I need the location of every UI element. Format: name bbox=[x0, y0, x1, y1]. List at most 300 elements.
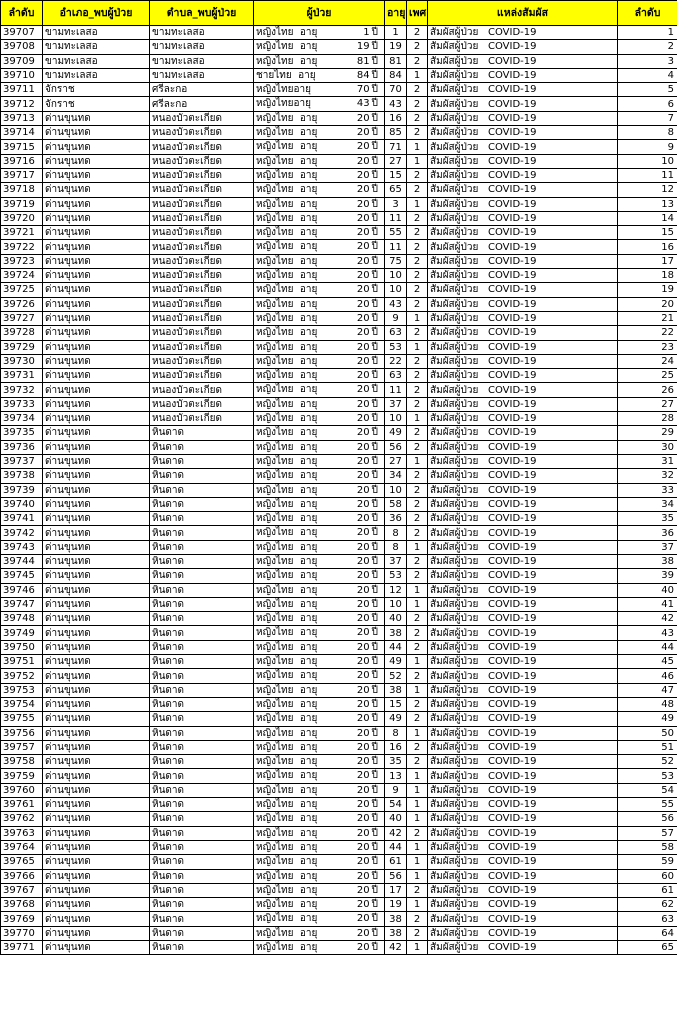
age-word: อายุ bbox=[299, 312, 318, 324]
cell-age: 9 bbox=[385, 311, 407, 325]
patient-age bbox=[356, 441, 378, 454]
cell-age: 19 bbox=[385, 40, 407, 54]
source-name: COVID-19 bbox=[488, 942, 537, 954]
age-number: 20 bbox=[356, 584, 370, 596]
table-row bbox=[1, 783, 677, 797]
patient-age bbox=[356, 355, 378, 368]
cell-source bbox=[428, 740, 618, 754]
age-number: 20 bbox=[356, 441, 370, 453]
cell-id: 39742 bbox=[1, 526, 43, 540]
year-word: ปี bbox=[371, 784, 378, 796]
source-name: COVID-19 bbox=[488, 98, 537, 110]
cell-patient bbox=[254, 226, 385, 240]
cell-id: 39731 bbox=[1, 369, 43, 383]
source-prefix: สัมผัสผู้ป่วย bbox=[430, 684, 479, 696]
cell-district: ด่านขุนทด bbox=[43, 454, 150, 468]
cell-order: 32 bbox=[618, 469, 677, 483]
cell-order: 37 bbox=[618, 540, 677, 554]
patient-desc bbox=[256, 383, 317, 396]
table-row bbox=[1, 855, 677, 869]
cell-source bbox=[428, 26, 618, 40]
patient-age bbox=[356, 584, 378, 597]
table-row bbox=[1, 326, 677, 340]
cell-sex: 2 bbox=[407, 626, 428, 640]
patient-age bbox=[356, 812, 378, 825]
cell-id: 39768 bbox=[1, 898, 43, 912]
year-word: ปี bbox=[371, 398, 378, 410]
gender-nationality: หญิงไทย bbox=[256, 684, 294, 696]
cell-source bbox=[428, 826, 618, 840]
cell-sex: 2 bbox=[407, 168, 428, 182]
cell-age: 10 bbox=[385, 483, 407, 497]
source-prefix: สัมผัสผู้ป่วย bbox=[430, 627, 479, 639]
cell-order: 36 bbox=[618, 526, 677, 540]
patient-age bbox=[356, 298, 378, 311]
cell-source bbox=[428, 497, 618, 511]
cell-source bbox=[428, 855, 618, 869]
cell-district: ด่านขุนทด bbox=[43, 697, 150, 711]
cell-age: 9 bbox=[385, 783, 407, 797]
cell-source bbox=[428, 369, 618, 383]
age-number: 81 bbox=[356, 55, 370, 67]
cell-subdistrict: หินดาด bbox=[150, 640, 254, 654]
cell-id: 39711 bbox=[1, 83, 43, 97]
cell-age: 10 bbox=[385, 597, 407, 611]
patient-desc bbox=[256, 741, 317, 754]
age-number: 20 bbox=[356, 541, 370, 553]
cell-district: ด่านขุนทด bbox=[43, 412, 150, 426]
source-name: COVID-19 bbox=[488, 870, 537, 882]
header-age: อายุ bbox=[385, 1, 407, 26]
cell-patient bbox=[254, 26, 385, 40]
table-row bbox=[1, 226, 677, 240]
age-word: อายุ bbox=[299, 470, 318, 482]
cell-id: 39748 bbox=[1, 612, 43, 626]
cell-district: ด่านขุนทด bbox=[43, 197, 150, 211]
cell-sex: 2 bbox=[407, 326, 428, 340]
cell-order: 7 bbox=[618, 111, 677, 125]
cell-patient bbox=[254, 83, 385, 97]
table-row bbox=[1, 240, 677, 254]
cell-subdistrict: หนองบัวตะเกียด bbox=[150, 183, 254, 197]
cell-order: 54 bbox=[618, 783, 677, 797]
table-row bbox=[1, 211, 677, 225]
table-row bbox=[1, 726, 677, 740]
cell-id: 39751 bbox=[1, 655, 43, 669]
age-number: 20 bbox=[356, 856, 370, 868]
patient-desc bbox=[256, 698, 317, 711]
patient-age bbox=[356, 369, 378, 382]
cell-source bbox=[428, 426, 618, 440]
gender-nationality: หญิงไทย bbox=[256, 241, 294, 253]
age-number: 20 bbox=[356, 370, 370, 382]
cell-patient bbox=[254, 526, 385, 540]
source-prefix: สัมผัสผู้ป่วย bbox=[430, 198, 479, 210]
header-id: ลำดับ bbox=[1, 1, 43, 26]
cell-source bbox=[428, 240, 618, 254]
age-word: อายุ bbox=[299, 498, 318, 510]
patient-desc bbox=[256, 55, 317, 68]
patient-desc bbox=[256, 827, 317, 840]
cell-sex: 2 bbox=[407, 397, 428, 411]
age-word: อายุ bbox=[299, 284, 318, 296]
source-name: COVID-19 bbox=[488, 170, 537, 182]
table-row bbox=[1, 54, 677, 68]
cell-source bbox=[428, 669, 618, 683]
gender-nationality: หญิงไทย bbox=[256, 398, 294, 410]
patient-desc bbox=[256, 369, 317, 382]
year-word: ปี bbox=[371, 241, 378, 253]
patient-age bbox=[356, 612, 378, 625]
cell-subdistrict: หนองบัวตะเกียด bbox=[150, 326, 254, 340]
cell-age: 53 bbox=[385, 569, 407, 583]
patient-desc bbox=[256, 283, 317, 296]
table-row bbox=[1, 197, 677, 211]
cell-district: ด่านขุนทด bbox=[43, 297, 150, 311]
cell-source bbox=[428, 612, 618, 626]
cell-order: 1 bbox=[618, 26, 677, 40]
gender-nationality: หญิงไทย bbox=[256, 413, 294, 425]
cell-patient bbox=[254, 683, 385, 697]
age-word: อายุ bbox=[299, 756, 318, 768]
cell-id: 39735 bbox=[1, 426, 43, 440]
year-word: ปี bbox=[371, 841, 378, 853]
cell-age: 10 bbox=[385, 412, 407, 426]
table-row bbox=[1, 154, 677, 168]
table-row bbox=[1, 683, 677, 697]
cell-patient bbox=[254, 369, 385, 383]
age-word: อายุ bbox=[299, 455, 318, 467]
cell-sex: 2 bbox=[407, 826, 428, 840]
cell-district: ด่านขุนทด bbox=[43, 783, 150, 797]
gender-nationality: หญิงไทย bbox=[256, 284, 294, 296]
cell-sex: 1 bbox=[407, 454, 428, 468]
cell-order: 20 bbox=[618, 297, 677, 311]
cell-district: ด่านขุนทด bbox=[43, 168, 150, 182]
cell-patient bbox=[254, 426, 385, 440]
year-word: ปี bbox=[371, 227, 378, 239]
cell-source bbox=[428, 326, 618, 340]
gender-nationality: หญิงไทย bbox=[256, 841, 294, 853]
cell-id: 39757 bbox=[1, 740, 43, 754]
patient-desc bbox=[256, 798, 317, 811]
cell-sex: 1 bbox=[407, 783, 428, 797]
cell-subdistrict: หนองบัวตะเกียด bbox=[150, 226, 254, 240]
cell-order: 40 bbox=[618, 583, 677, 597]
cell-id: 39761 bbox=[1, 798, 43, 812]
year-word: ปี bbox=[371, 756, 378, 768]
cell-age: 11 bbox=[385, 211, 407, 225]
age-word: อายุ bbox=[299, 627, 318, 639]
cell-age: 49 bbox=[385, 426, 407, 440]
cell-subdistrict: หินดาด bbox=[150, 798, 254, 812]
table-row bbox=[1, 68, 677, 82]
cell-source bbox=[428, 512, 618, 526]
cell-id: 39766 bbox=[1, 869, 43, 883]
cell-district: ด่านขุนทด bbox=[43, 898, 150, 912]
cell-sex: 1 bbox=[407, 311, 428, 325]
age-number: 20 bbox=[356, 670, 370, 682]
gender-nationality: หญิงไทย bbox=[256, 627, 294, 639]
cell-sex: 2 bbox=[407, 883, 428, 897]
cell-order: 50 bbox=[618, 726, 677, 740]
cell-subdistrict: หินดาด bbox=[150, 783, 254, 797]
cell-source bbox=[428, 912, 618, 926]
cell-age: 15 bbox=[385, 697, 407, 711]
cell-sex: 1 bbox=[407, 140, 428, 154]
age-number: 20 bbox=[356, 127, 370, 139]
source-prefix: สัมผัสผู้ป่วย bbox=[430, 856, 479, 868]
gender-nationality: หญิงไทย bbox=[256, 541, 294, 553]
patient-age bbox=[356, 741, 378, 754]
cell-order: 10 bbox=[618, 154, 677, 168]
gender-nationality: หญิงไทย bbox=[256, 312, 294, 324]
patient-desc bbox=[256, 584, 317, 597]
cell-district: ด่านขุนทด bbox=[43, 240, 150, 254]
source-name: COVID-19 bbox=[488, 827, 537, 839]
cell-source bbox=[428, 583, 618, 597]
source-name: COVID-19 bbox=[488, 770, 537, 782]
cell-patient bbox=[254, 354, 385, 368]
age-word: อายุ bbox=[299, 870, 318, 882]
cell-district: ด่านขุนทด bbox=[43, 140, 150, 154]
year-word: ปี bbox=[371, 498, 378, 510]
cell-district: ด่านขุนทด bbox=[43, 369, 150, 383]
cell-order: 18 bbox=[618, 269, 677, 283]
cell-source bbox=[428, 726, 618, 740]
age-word: อายุ bbox=[299, 384, 318, 396]
year-word: ปี bbox=[371, 913, 378, 925]
cell-age: 71 bbox=[385, 140, 407, 154]
cell-source bbox=[428, 354, 618, 368]
age-number: 20 bbox=[356, 198, 370, 210]
patient-desc bbox=[256, 755, 317, 768]
cell-subdistrict: หินดาด bbox=[150, 812, 254, 826]
source-prefix: สัมผัสผู้ป่วย bbox=[430, 556, 479, 568]
age-word: อายุ bbox=[299, 270, 318, 282]
cell-id: 39725 bbox=[1, 283, 43, 297]
cell-id: 39718 bbox=[1, 183, 43, 197]
year-word: ปี bbox=[371, 684, 378, 696]
age-word: อายุ bbox=[299, 127, 318, 139]
source-name: COVID-19 bbox=[488, 713, 537, 725]
cell-order: 35 bbox=[618, 512, 677, 526]
table-row bbox=[1, 612, 677, 626]
source-prefix: สัมผัสผู้ป่วย bbox=[430, 255, 479, 267]
cell-sex: 2 bbox=[407, 383, 428, 397]
cell-district: ด่านขุนทด bbox=[43, 554, 150, 568]
source-prefix: สัมผัสผู้ป่วย bbox=[430, 384, 479, 396]
age-number: 20 bbox=[356, 827, 370, 839]
cell-patient bbox=[254, 254, 385, 268]
gender-nationality: หญิงไทย bbox=[256, 727, 294, 739]
patient-desc bbox=[256, 83, 311, 96]
cell-source bbox=[428, 226, 618, 240]
cell-age: 13 bbox=[385, 769, 407, 783]
age-word: อายุ bbox=[299, 298, 318, 310]
source-prefix: สัมผัสผู้ป่วย bbox=[430, 84, 479, 96]
patient-desc bbox=[256, 198, 317, 211]
cell-patient bbox=[254, 168, 385, 182]
patient-desc bbox=[256, 426, 317, 439]
patient-age bbox=[356, 240, 378, 253]
cell-age: 40 bbox=[385, 612, 407, 626]
cell-sex: 2 bbox=[407, 512, 428, 526]
cell-age: 63 bbox=[385, 326, 407, 340]
cell-source bbox=[428, 311, 618, 325]
source-prefix: สัมผัสผู้ป่วย bbox=[430, 270, 479, 282]
age-word: อายุ bbox=[299, 899, 318, 911]
age-number: 20 bbox=[356, 570, 370, 582]
age-number: 20 bbox=[356, 813, 370, 825]
cell-subdistrict: หินดาด bbox=[150, 626, 254, 640]
patient-age bbox=[356, 169, 378, 182]
cell-district: ด่านขุนทด bbox=[43, 183, 150, 197]
cell-order: 27 bbox=[618, 397, 677, 411]
year-word: ปี bbox=[371, 856, 378, 868]
source-name: COVID-19 bbox=[488, 441, 537, 453]
patient-age bbox=[356, 55, 378, 68]
cell-patient bbox=[254, 497, 385, 511]
cell-patient bbox=[254, 512, 385, 526]
cell-source bbox=[428, 54, 618, 68]
patient-desc bbox=[256, 484, 317, 497]
cell-order: 11 bbox=[618, 168, 677, 182]
source-name: COVID-19 bbox=[488, 298, 537, 310]
table-row bbox=[1, 412, 677, 426]
patient-desc bbox=[256, 784, 317, 797]
age-word: อายุ bbox=[299, 641, 318, 653]
source-prefix: สัมผัสผู้ป่วย bbox=[430, 427, 479, 439]
cell-source bbox=[428, 397, 618, 411]
cell-district: ด่านขุนทด bbox=[43, 840, 150, 854]
age-word: อายุ bbox=[299, 613, 318, 625]
source-prefix: สัมผัสผู้ป่วย bbox=[430, 370, 479, 382]
cell-patient bbox=[254, 912, 385, 926]
cell-patient bbox=[254, 283, 385, 297]
age-number: 20 bbox=[356, 141, 370, 153]
cell-patient bbox=[254, 640, 385, 654]
cell-subdistrict: หินดาด bbox=[150, 655, 254, 669]
cell-age: 38 bbox=[385, 683, 407, 697]
cell-age: 40 bbox=[385, 812, 407, 826]
cell-order: 2 bbox=[618, 40, 677, 54]
source-name: COVID-19 bbox=[488, 255, 537, 267]
table-row bbox=[1, 898, 677, 912]
age-word: อายุ bbox=[299, 713, 318, 725]
cell-id: 39743 bbox=[1, 540, 43, 554]
cell-id: 39739 bbox=[1, 483, 43, 497]
header-source: แหล่งสัมผัส bbox=[428, 1, 618, 26]
cell-order: 6 bbox=[618, 97, 677, 111]
cell-age: 36 bbox=[385, 512, 407, 526]
source-prefix: สัมผัสผู้ป่วย bbox=[430, 413, 479, 425]
table-row bbox=[1, 469, 677, 483]
cell-subdistrict: หนองบัวตะเกียด bbox=[150, 168, 254, 182]
cell-age: 10 bbox=[385, 283, 407, 297]
age-word: อายุ bbox=[299, 370, 318, 382]
cell-source bbox=[428, 168, 618, 182]
source-prefix: สัมผัสผู้ป่วย bbox=[430, 127, 479, 139]
cell-order: 28 bbox=[618, 412, 677, 426]
cell-id: 39730 bbox=[1, 354, 43, 368]
patient-desc bbox=[256, 398, 317, 411]
age-number: 20 bbox=[356, 384, 370, 396]
cell-sex: 2 bbox=[407, 483, 428, 497]
header-order: ลำดับ bbox=[618, 1, 677, 26]
cell-source bbox=[428, 755, 618, 769]
cell-district: ด่านขุนทด bbox=[43, 640, 150, 654]
cell-patient bbox=[254, 554, 385, 568]
age-number: 20 bbox=[356, 899, 370, 911]
cell-subdistrict: หินดาด bbox=[150, 469, 254, 483]
cell-id: 39722 bbox=[1, 240, 43, 254]
patient-age bbox=[356, 555, 378, 568]
cell-age: 1 bbox=[385, 26, 407, 40]
gender-nationality: หญิงไทย bbox=[256, 641, 294, 653]
cell-patient bbox=[254, 269, 385, 283]
cell-patient bbox=[254, 540, 385, 554]
source-name: COVID-19 bbox=[488, 355, 537, 367]
patient-desc bbox=[256, 655, 317, 668]
cell-district: ด่านขุนทด bbox=[43, 583, 150, 597]
year-word: ปี bbox=[371, 741, 378, 753]
year-word: ปี bbox=[371, 884, 378, 896]
age-number: 20 bbox=[356, 741, 370, 753]
table-row bbox=[1, 869, 677, 883]
cell-age: 8 bbox=[385, 540, 407, 554]
age-number: 20 bbox=[356, 555, 370, 567]
source-name: COVID-19 bbox=[488, 227, 537, 239]
cell-order: 24 bbox=[618, 354, 677, 368]
patient-age bbox=[356, 827, 378, 840]
age-word: อายุ bbox=[299, 813, 318, 825]
cell-id: 39749 bbox=[1, 626, 43, 640]
source-name: COVID-19 bbox=[488, 341, 537, 353]
cell-source bbox=[428, 211, 618, 225]
age-word: อายุ bbox=[299, 555, 318, 567]
cell-age: 85 bbox=[385, 126, 407, 140]
cell-source bbox=[428, 898, 618, 912]
age-number: 20 bbox=[356, 484, 370, 496]
cell-subdistrict: หนองบัวตะเกียด bbox=[150, 240, 254, 254]
cell-patient bbox=[254, 826, 385, 840]
cell-order: 43 bbox=[618, 626, 677, 640]
age-number: 20 bbox=[356, 298, 370, 310]
cell-age: 17 bbox=[385, 883, 407, 897]
cell-id: 39758 bbox=[1, 755, 43, 769]
source-prefix: สัมผัสผู้ป่วย bbox=[430, 112, 479, 124]
patient-age bbox=[356, 383, 378, 396]
patient-desc bbox=[256, 727, 317, 740]
patient-desc bbox=[256, 97, 311, 110]
year-word: ปี bbox=[371, 899, 378, 911]
age-word: อายุ bbox=[299, 541, 318, 553]
source-name: COVID-19 bbox=[488, 41, 537, 53]
age-word: อายุ bbox=[299, 141, 318, 153]
cell-id: 39760 bbox=[1, 783, 43, 797]
table-row bbox=[1, 426, 677, 440]
source-prefix: สัมผัสผู้ป่วย bbox=[430, 98, 479, 110]
table-row bbox=[1, 497, 677, 511]
source-prefix: สัมผัสผู้ป่วย bbox=[430, 613, 479, 625]
patient-desc bbox=[256, 341, 317, 354]
cell-patient bbox=[254, 412, 385, 426]
cell-id: 39715 bbox=[1, 140, 43, 154]
cell-district: ด่านขุนทด bbox=[43, 397, 150, 411]
cell-sex: 2 bbox=[407, 26, 428, 40]
year-word: ปี bbox=[371, 799, 378, 811]
